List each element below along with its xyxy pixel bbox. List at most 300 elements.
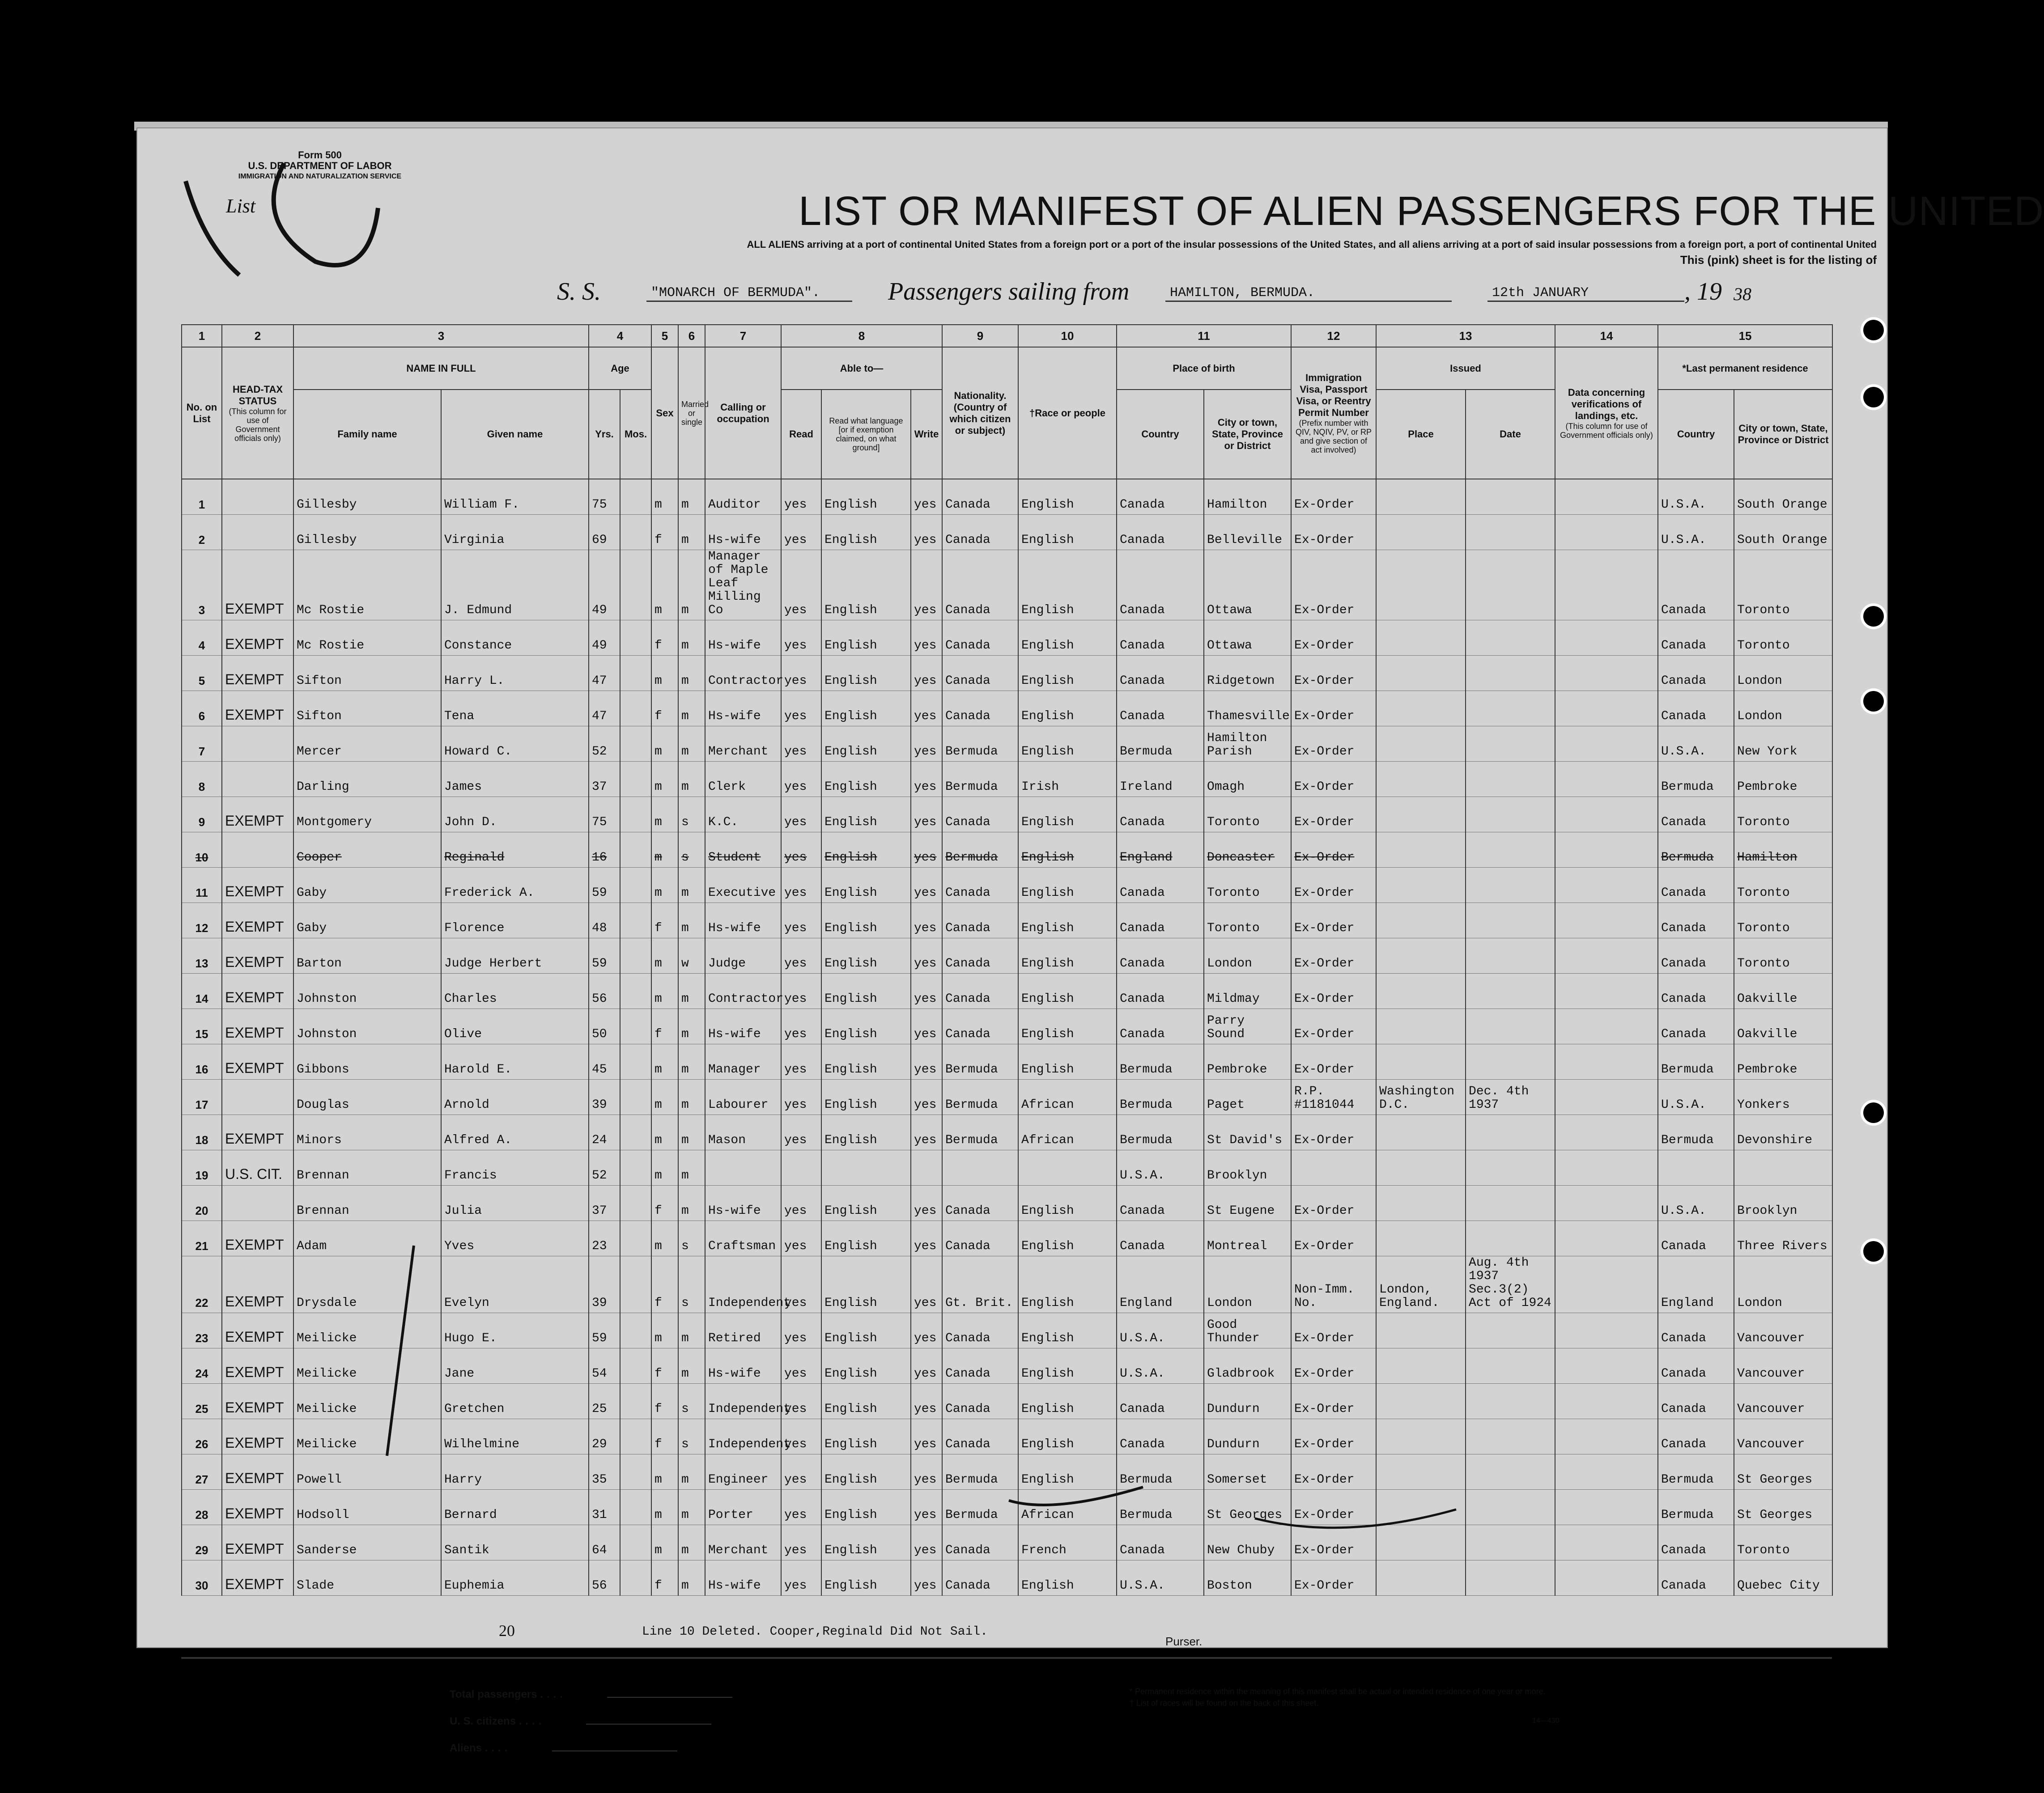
cell-residence-city: St Georges — [1734, 1490, 1832, 1525]
footer — [181, 1657, 1832, 1793]
cell-row-number: 8 — [182, 762, 222, 797]
cell-can-read: yes — [781, 974, 821, 1009]
cell-visa-number: Non-Imm. No. — [1291, 1256, 1376, 1313]
cell-birth-city: Belleville — [1204, 515, 1291, 550]
cell-given-name: Francis — [441, 1150, 589, 1186]
cell-read-language: English — [821, 620, 911, 656]
header-res-country: Country — [1658, 390, 1734, 479]
cell-given-name: Arnold — [441, 1080, 589, 1115]
cell-given-name: Alfred A. — [441, 1115, 589, 1150]
cell-given-name: Olive — [441, 1009, 589, 1044]
cell-nationality: Canada — [942, 938, 1018, 974]
cell-marital-status: m — [678, 1560, 705, 1596]
cell-sex: m — [651, 479, 678, 515]
col-num: 9 — [942, 325, 1018, 347]
cell-age-years: 59 — [589, 938, 620, 974]
cell-read-language: English — [821, 726, 911, 762]
cell-given-name: Virginia — [441, 515, 589, 550]
cell-birth-country: Canada — [1117, 479, 1204, 515]
cell-marital-status: m — [678, 1525, 705, 1560]
cell-residence-country: U.S.A. — [1658, 1186, 1734, 1221]
head-tax-note: (This column for use of Government officials only) — [229, 407, 287, 443]
cell-row-number: 29 — [182, 1525, 222, 1560]
page-title: LIST OR MANIFEST OF ALIEN PASSENGERS FOR THE UNITED — [799, 188, 2044, 234]
cell-head-tax-status: EXEMPT — [222, 903, 293, 938]
binder-hole — [1863, 387, 1884, 407]
cell-sex: f — [651, 1348, 678, 1384]
cell-residence-country: Canada — [1658, 1009, 1734, 1044]
binder-hole — [1863, 320, 1884, 340]
cell-nationality: Bermuda — [942, 1080, 1018, 1115]
sheet-count: 20 — [499, 1622, 515, 1640]
binder-hole — [1863, 691, 1884, 712]
cell-head-tax-status: EXEMPT — [222, 868, 293, 903]
cell-visa-number: Ex-Order — [1291, 550, 1376, 620]
cell-age-years: 37 — [589, 762, 620, 797]
cell-residence-country: Canada — [1658, 620, 1734, 656]
cell-can-write: yes — [911, 974, 942, 1009]
cell-family-name: Sanderse — [293, 1525, 441, 1560]
cell-head-tax-status: EXEMPT — [222, 1044, 293, 1080]
cell-family-name: Mc Rostie — [293, 550, 441, 620]
cell-marital-status: m — [678, 1348, 705, 1384]
cell-sex: m — [651, 1080, 678, 1115]
cell-nationality: Bermuda — [942, 762, 1018, 797]
cell-head-tax-status: EXEMPT — [222, 620, 293, 656]
cell-race: English — [1018, 1419, 1117, 1454]
header-birth-country: Country — [1117, 390, 1204, 479]
cell-occupation: Clerk — [705, 762, 781, 797]
cell-nationality: Canada — [942, 1186, 1018, 1221]
cell-residence-country: Bermuda — [1658, 1115, 1734, 1150]
cell-visa-number: Ex-Order — [1291, 1313, 1376, 1348]
cell-residence-country: Canada — [1658, 1348, 1734, 1384]
us-citizens-line — [450, 1708, 732, 1735]
sailing-date: 12th JANUARY — [1487, 285, 1684, 302]
cell-head-tax-status: EXEMPT — [222, 938, 293, 974]
departure-port: HAMILTON, BERMUDA. — [1165, 285, 1452, 302]
cell-visa-number: Ex-Order — [1291, 1490, 1376, 1525]
cell-residence-city: Vancouver — [1734, 1384, 1832, 1419]
cell-residence-country: U.S.A. — [1658, 479, 1734, 515]
cell-birth-city: Paget — [1204, 1080, 1291, 1115]
cell-family-name: Sifton — [293, 656, 441, 691]
cell-age-years: 31 — [589, 1490, 620, 1525]
cell-can-read: yes — [781, 1525, 821, 1560]
cell-age-years: 29 — [589, 1419, 620, 1454]
cell-residence-country: Canada — [1658, 903, 1734, 938]
cell-race: African — [1018, 1490, 1117, 1525]
cell-can-write: yes — [911, 903, 942, 938]
cell-visa-number: Ex-Order — [1291, 974, 1376, 1009]
cell-head-tax-status: EXEMPT — [222, 1384, 293, 1419]
cell-sex: f — [651, 620, 678, 656]
cell-residence-country: U.S.A. — [1658, 726, 1734, 762]
cell-residence-city: Toronto — [1734, 903, 1832, 938]
cell-occupation: K.C. — [705, 797, 781, 832]
cell-birth-city: Parry Sound — [1204, 1009, 1291, 1044]
year-suffix: 38 — [1734, 284, 1751, 304]
cell-sex: f — [651, 1256, 678, 1313]
cell-race: English — [1018, 1560, 1117, 1596]
purser-label: Purser. — [1165, 1635, 1203, 1648]
landing-label: Data concerning verifications of landings, etc. — [1568, 386, 1645, 421]
cell-age-years: 52 — [589, 726, 620, 762]
col-num: 2 — [222, 325, 293, 347]
cell-race: English — [1018, 1348, 1117, 1384]
col-num: 3 — [293, 325, 589, 347]
cell-can-read: yes — [781, 1348, 821, 1384]
cell-family-name: Sifton — [293, 691, 441, 726]
cell-family-name: Meilicke — [293, 1348, 441, 1384]
cell-residence-city: Vancouver — [1734, 1348, 1832, 1384]
cell-birth-country: Canada — [1117, 1419, 1204, 1454]
cell-sex: m — [651, 1221, 678, 1256]
cell-visa-number: Ex-Order — [1291, 726, 1376, 762]
cell-can-write: yes — [911, 726, 942, 762]
cell-can-read: yes — [781, 1256, 821, 1313]
cell-given-name: Euphemia — [441, 1560, 589, 1596]
cell-age-years: 47 — [589, 691, 620, 726]
cell-can-read: yes — [781, 938, 821, 974]
cell-nationality: Bermuda — [942, 726, 1018, 762]
cell-residence-city: Pembroke — [1734, 762, 1832, 797]
cell-occupation: Engineer — [705, 1454, 781, 1490]
cell-read-language: English — [821, 656, 911, 691]
cell-residence-country: Canada — [1658, 1560, 1734, 1596]
cell-visa-number: Ex-Order — [1291, 938, 1376, 974]
cell-row-number: 6 — [182, 691, 222, 726]
header-nationality: Nationality. (Country of which citizen or subject) — [942, 347, 1018, 479]
cell-marital-status: m — [678, 1454, 705, 1490]
cell-row-number: 10 — [182, 832, 222, 868]
cell-age-years: 54 — [589, 1348, 620, 1384]
cell-head-tax-status: EXEMPT — [222, 691, 293, 726]
cell-can-read: yes — [781, 1009, 821, 1044]
header-calling: Calling or occupation — [705, 347, 781, 479]
cell-occupation: Manager of Maple Leaf Milling Co — [705, 550, 781, 620]
cell-head-tax-status: EXEMPT — [222, 1348, 293, 1384]
cell-birth-city: Toronto — [1204, 797, 1291, 832]
cell-residence-country: Canada — [1658, 1419, 1734, 1454]
cell-visa-number: Ex-Order — [1291, 1525, 1376, 1560]
cell-age-years: 69 — [589, 515, 620, 550]
cell-sex: f — [651, 1560, 678, 1596]
cell-residence-city: Oakville — [1734, 1009, 1832, 1044]
cell-nationality: Canada — [942, 1384, 1018, 1419]
cell-marital-status: m — [678, 974, 705, 1009]
cell-read-language: English — [821, 797, 911, 832]
cell-race: English — [1018, 726, 1117, 762]
cell-residence-country: Canada — [1658, 656, 1734, 691]
cell-age-years: 75 — [589, 797, 620, 832]
totals-block — [450, 1681, 732, 1762]
cell-residence-city: Toronto — [1734, 620, 1832, 656]
cell-nationality: Canada — [942, 1221, 1018, 1256]
cell-row-number: 20 — [182, 1186, 222, 1221]
cell-visa-number: Ex-Order — [1291, 1419, 1376, 1454]
cell-race: English — [1018, 797, 1117, 832]
cell-visa-number: Ex-Order — [1291, 1454, 1376, 1490]
cell-sex: m — [651, 1454, 678, 1490]
cell-nationality: Canada — [942, 1009, 1018, 1044]
col-num: 4 — [589, 325, 651, 347]
cell-nationality: Canada — [942, 620, 1018, 656]
cell-family-name: Meilicke — [293, 1313, 441, 1348]
cell-head-tax-status: EXEMPT — [222, 1256, 293, 1313]
cell-given-name: Harry — [441, 1454, 589, 1490]
cell-row-number: 16 — [182, 1044, 222, 1080]
cell-residence-city: St Georges — [1734, 1454, 1832, 1490]
cell-visa-number: Ex-Order — [1291, 1044, 1376, 1080]
cell-can-read: yes — [781, 620, 821, 656]
cell-nationality: Canada — [942, 515, 1018, 550]
total-passengers-label: Total passengers — [450, 1688, 537, 1700]
cell-can-write: yes — [911, 832, 942, 868]
aliens-line — [450, 1735, 732, 1762]
cell-sex: m — [651, 1150, 678, 1186]
cell-race: English — [1018, 691, 1117, 726]
cell-can-write: yes — [911, 1313, 942, 1348]
cell-residence-city: Quebec City — [1734, 1560, 1832, 1596]
cell-family-name: Meilicke — [293, 1419, 441, 1454]
col-num: 8 — [781, 325, 942, 347]
cell-occupation: Retired — [705, 1313, 781, 1348]
cell-birth-city: Pembroke — [1204, 1044, 1291, 1080]
cell-birth-country: Canada — [1117, 1221, 1204, 1256]
cell-residence-city: Vancouver — [1734, 1419, 1832, 1454]
cell-sex: f — [651, 515, 678, 550]
cell-age-years: 45 — [589, 1044, 620, 1080]
cell-birth-country: Canada — [1117, 691, 1204, 726]
fill-line — [607, 1692, 732, 1698]
cell-birth-country: Canada — [1117, 1009, 1204, 1044]
cell-race: English — [1018, 1186, 1117, 1221]
cell-sex: f — [651, 1009, 678, 1044]
cell-head-tax-status: EXEMPT — [222, 1560, 293, 1596]
cell-race: African — [1018, 1080, 1117, 1115]
cell-can-write: yes — [911, 1490, 942, 1525]
cell-given-name: Bernard — [441, 1490, 589, 1525]
cell-marital-status: m — [678, 479, 705, 515]
cell-issued-place: London, England. — [1376, 1256, 1466, 1313]
cell-marital-status: s — [678, 1256, 705, 1313]
cell-race: English — [1018, 550, 1117, 620]
cell-sex: f — [651, 691, 678, 726]
cell-birth-country: Bermuda — [1117, 1080, 1204, 1115]
cell-occupation: Mason — [705, 1115, 781, 1150]
col-num: 1 — [182, 325, 222, 347]
cell-can-read: yes — [781, 1384, 821, 1419]
cell-marital-status: m — [678, 1115, 705, 1150]
header-issued-place: Place — [1376, 390, 1466, 479]
cell-sex: m — [651, 832, 678, 868]
cell-birth-country: Canada — [1117, 1186, 1204, 1221]
cell-visa-number: Ex-Order — [1291, 1560, 1376, 1596]
handwritten-marks — [136, 127, 1888, 1648]
cell-can-write: yes — [911, 1384, 942, 1419]
ship-name: "MONARCH OF BERMUDA". — [646, 285, 852, 302]
cell-can-read: yes — [781, 762, 821, 797]
cell-can-read: yes — [781, 1490, 821, 1525]
cell-race: English — [1018, 656, 1117, 691]
cell-family-name: Brennan — [293, 1186, 441, 1221]
cell-birth-country: Canada — [1117, 974, 1204, 1009]
cell-age-years: 59 — [589, 868, 620, 903]
cell-age-years: 35 — [589, 1454, 620, 1490]
cell-age-years: 56 — [589, 974, 620, 1009]
cell-given-name: William F. — [441, 479, 589, 515]
cell-birth-city: Dundurn — [1204, 1384, 1291, 1419]
cell-birth-country: Bermuda — [1117, 1115, 1204, 1150]
cell-residence-country: Canada — [1658, 550, 1734, 620]
cell-birth-city: Doncaster — [1204, 832, 1291, 868]
header-given-name: Given name — [441, 390, 589, 479]
cell-birth-city: Toronto — [1204, 903, 1291, 938]
cell-residence-country: Canada — [1658, 1313, 1734, 1348]
cell-read-language: English — [821, 1115, 911, 1150]
cell-row-number: 22 — [182, 1256, 222, 1313]
cell-race: English — [1018, 479, 1117, 515]
cell-family-name: Johnston — [293, 1009, 441, 1044]
cell-read-language: English — [821, 903, 911, 938]
header-mos: Mos. — [620, 390, 651, 479]
cell-race: English — [1018, 1009, 1117, 1044]
cell-residence-city: Toronto — [1734, 550, 1832, 620]
cell-can-read: yes — [781, 515, 821, 550]
cell-occupation: Hs-wife — [705, 691, 781, 726]
cell-row-number: 23 — [182, 1313, 222, 1348]
cell-can-write: yes — [911, 550, 942, 620]
cell-can-write: yes — [911, 1009, 942, 1044]
cell-visa-number: Ex-Order — [1291, 656, 1376, 691]
cell-residence-country: U.S.A. — [1658, 515, 1734, 550]
cell-row-number: 17 — [182, 1080, 222, 1115]
cell-residence-city: South Orange — [1734, 515, 1832, 550]
cell-age-years: 39 — [589, 1080, 620, 1115]
cell-birth-city: Ridgetown — [1204, 656, 1291, 691]
cell-race: English — [1018, 1454, 1117, 1490]
cell-birth-country: Canada — [1117, 1525, 1204, 1560]
cell-race: English — [1018, 832, 1117, 868]
cell-birth-country: Canada — [1117, 1384, 1204, 1419]
cell-nationality: Canada — [942, 868, 1018, 903]
header-issued: Issued — [1376, 347, 1555, 390]
cell-visa-number: Ex-Order — [1291, 1186, 1376, 1221]
purser-signature — [1009, 1487, 1143, 1505]
cell-can-read: yes — [781, 1454, 821, 1490]
cell-read-language: English — [821, 1419, 911, 1454]
cell-occupation: Student — [705, 832, 781, 868]
header-write: Write — [911, 390, 942, 479]
fill-line — [552, 1746, 677, 1751]
cell-given-name: James — [441, 762, 589, 797]
cell-birth-country: Bermuda — [1117, 726, 1204, 762]
cell-visa-number: Ex-Order — [1291, 903, 1376, 938]
cell-birth-country: England — [1117, 832, 1204, 868]
cell-nationality: Bermuda — [942, 1490, 1018, 1525]
header-race: †Race or people — [1018, 347, 1117, 479]
cell-can-read: yes — [781, 1080, 821, 1115]
visa-note: (Prefix number with QIV, NQIV, PV, or RP and give section of act involved) — [1295, 418, 1372, 454]
cell-head-tax-status: EXEMPT — [222, 1525, 293, 1560]
cell-occupation: Hs-wife — [705, 1186, 781, 1221]
cell-given-name: Reginald — [441, 832, 589, 868]
cell-residence-city: Pembroke — [1734, 1044, 1832, 1080]
cell-given-name: Howard C. — [441, 726, 589, 762]
cell-read-language: English — [821, 1186, 911, 1221]
sailing-label: Passengers sailing from — [888, 278, 1130, 305]
cell-occupation: Contractor — [705, 974, 781, 1009]
binder-hole — [1863, 606, 1884, 627]
cell-residence-country: Bermuda — [1658, 1044, 1734, 1080]
cell-marital-status: s — [678, 1221, 705, 1256]
cell-birth-country: Canada — [1117, 620, 1204, 656]
cell-can-read: yes — [781, 1313, 821, 1348]
header-read-language: Read what language [or if exemption claimed, on what ground] — [821, 390, 911, 479]
header-age: Age — [589, 347, 651, 390]
cell-marital-status: m — [678, 515, 705, 550]
cell-occupation: Independent — [705, 1419, 781, 1454]
cell-visa-number: Ex-Order — [1291, 1221, 1376, 1256]
checkmark — [387, 1246, 414, 1456]
cell-read-language: English — [821, 1313, 911, 1348]
cell-race: English — [1018, 974, 1117, 1009]
cell-family-name: Brennan — [293, 1150, 441, 1186]
aliens-label: Aliens — [450, 1742, 482, 1754]
cell-row-number: 12 — [182, 903, 222, 938]
cell-given-name: Julia — [441, 1186, 589, 1221]
cell-given-name: John D. — [441, 797, 589, 832]
ss-label: S. S. — [557, 278, 601, 305]
cell-given-name: Evelyn — [441, 1256, 589, 1313]
cell-birth-city: St Eugene — [1204, 1186, 1291, 1221]
cell-nationality: Bermuda — [942, 1044, 1018, 1080]
cell-occupation: Porter — [705, 1490, 781, 1525]
cell-visa-number: Ex-Order — [1291, 691, 1376, 726]
cell-birth-city: Toronto — [1204, 868, 1291, 903]
cell-given-name: Gretchen — [441, 1384, 589, 1419]
cell-residence-country: Canada — [1658, 1384, 1734, 1419]
cell-marital-status: m — [678, 691, 705, 726]
cell-marital-status: m — [678, 656, 705, 691]
cell-read-language: English — [821, 868, 911, 903]
cell-age-years: 64 — [589, 1525, 620, 1560]
cell-visa-number: Ex-Order — [1291, 515, 1376, 550]
cell-age-years: 24 — [589, 1115, 620, 1150]
head-tax-label: HEAD-TAX STATUS — [232, 383, 283, 407]
cell-race: English — [1018, 868, 1117, 903]
cell-row-number: 3 — [182, 550, 222, 620]
form-code: 14—430 — [1532, 1717, 1560, 1725]
cell-family-name: Powell — [293, 1454, 441, 1490]
cell-residence-city: Vancouver — [1734, 1313, 1832, 1348]
cell-birth-city: Thamesville — [1204, 691, 1291, 726]
cell-birth-country: Canada — [1117, 938, 1204, 974]
cell-row-number: 24 — [182, 1348, 222, 1384]
header-family-name: Family name — [293, 390, 441, 479]
cell-sex: m — [651, 656, 678, 691]
cell-sex: f — [651, 903, 678, 938]
visa-label: Immigration Visa, Passport Visa, or Reentry Permit Number — [1296, 372, 1371, 418]
cell-occupation: Hs-wife — [705, 1560, 781, 1596]
cell-residence-country: Canada — [1658, 938, 1734, 974]
cell-can-write: yes — [911, 797, 942, 832]
cell-occupation: Contractor — [705, 656, 781, 691]
cell-visa-number: Ex-Order — [1291, 832, 1376, 868]
header-able-to: Able to— — [781, 347, 942, 390]
cell-can-write: yes — [911, 1221, 942, 1256]
